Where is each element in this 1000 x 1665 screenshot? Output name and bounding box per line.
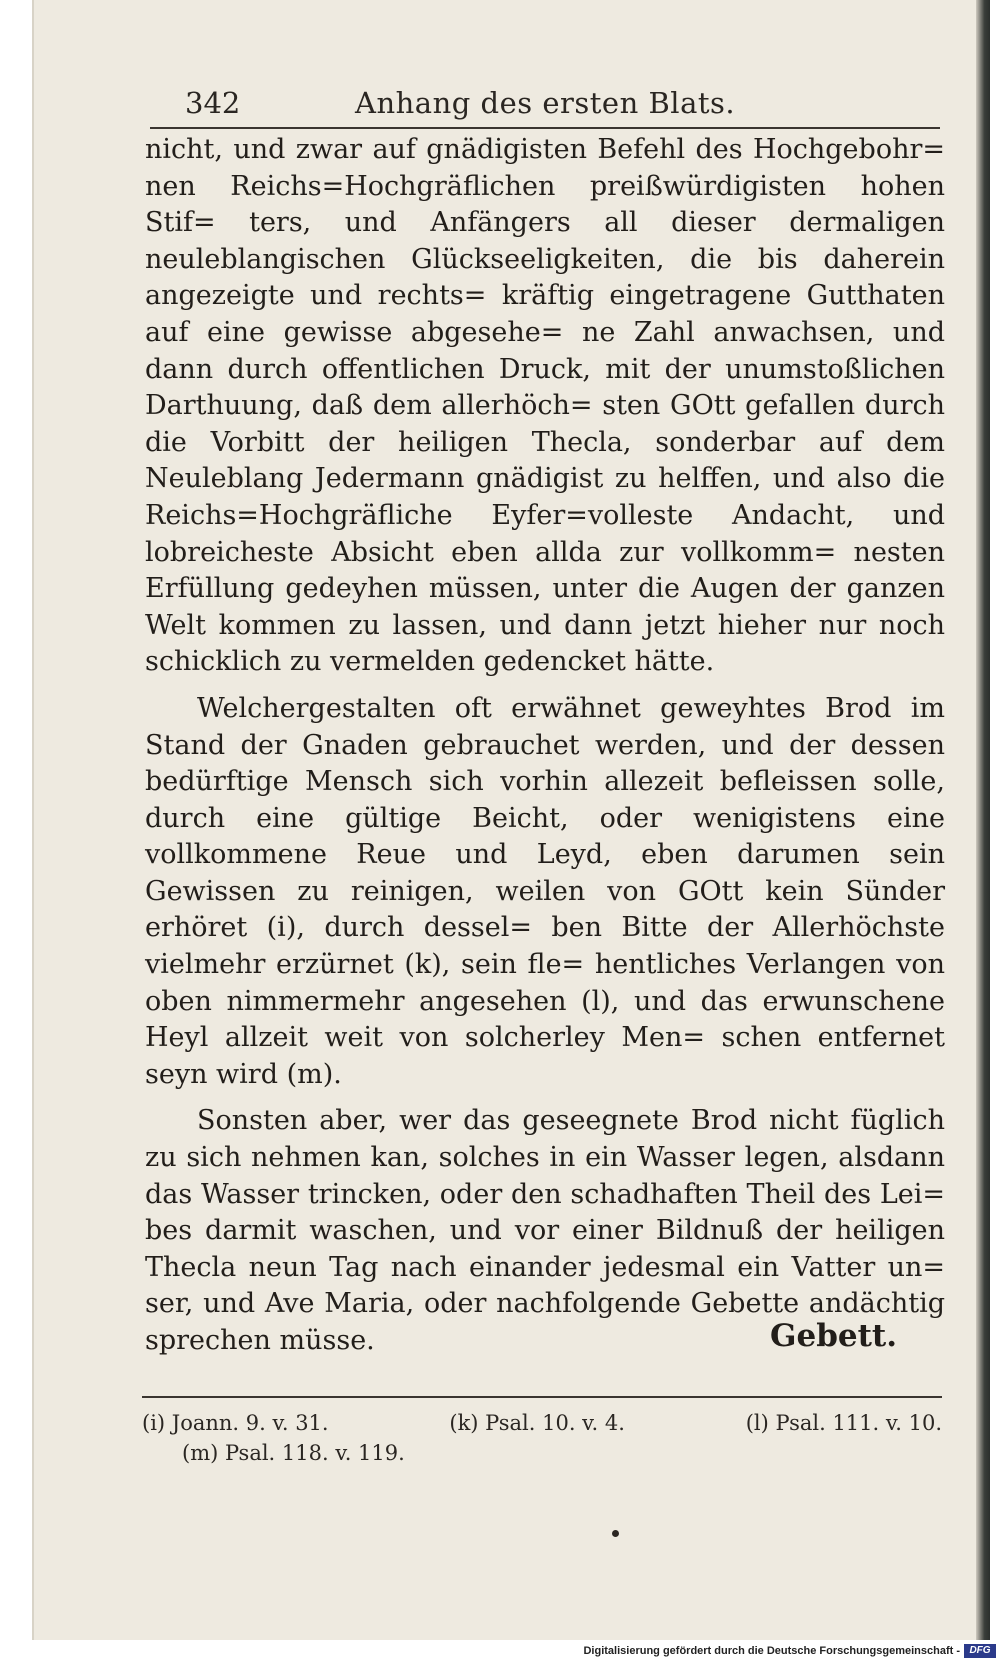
section-heading: Gebett. xyxy=(770,1318,898,1354)
footnote-line xyxy=(142,1438,942,1468)
footnote-i: (i) Joann. 9. v. 31. xyxy=(142,1411,329,1435)
footnotes xyxy=(142,1408,942,1468)
page-number: 342 xyxy=(185,86,241,120)
running-title: Anhang des ersten Blats. xyxy=(355,86,736,120)
header-rule xyxy=(150,127,940,129)
footnote-k: (k) Psal. 10. v. 4. xyxy=(449,1411,625,1435)
digitization-credit: Digitalisierung gefördert durch die Deutsche Forschungsgemeinschaft - xyxy=(583,1645,960,1657)
paragraph-continuation: nicht, und zwar auf gnädigisten Befehl des Hochgebohr= nen Reichs=Hochgräflichen preißwürdigisten hohen Stif= ters, und Anfängers all dieser dermaligen neuleblangischen Glückseeligkeiten, die bis daherein angezeigte und rechts= kräftig eingetragene Gutthaten auf eine gewisse abgesehe= ne Zahl anwachsen, und dann durch offentlichen Druck, mit der unumstoßlichen Darthuung, daß dem allerhöch= sten GOtt gefallen durch die Vorbitt der heiligen Thecla, sonderbar auf dem Neuleblang Jedermann gnädigist zu helffen, und also die Reichs=Hochgräfliche Eyfer=volleste Andacht, und lobreicheste Absicht eben allda zur vollkomm= nesten Erfüllung gedeyhen müssen, unter die Augen der ganzen Welt kommen zu lassen, und dann jetzt hieher nur noch schicklich zu vermelden gedencket hätte. xyxy=(145,134,945,678)
dfg-logo: DFG xyxy=(964,1644,996,1658)
paragraph-bread-usage: Welchergestalten oft erwähnet geweyhtes Brod im Stand der Gnaden gebrauchet werden, und der dessen bedürftige Mensch sich vorhin allezeit befleissen solle, durch eine gültige Beicht, oder wenigistens eine vollkommene Reue und Leyd, eben darumen sein Gewissen zu reinigen, weilen von GOtt kein Sünder erhöret (i), durch dessel= ben Bitte der Allerhöchste vielmehr erzürnet (k), sein fle= hentliches Verlangen von oben nimmermehr angesehen (l), und das erwunschene Heyl allzeit weit von solcherley Men= schen entfernet seyn wird (m). xyxy=(145,692,945,1090)
footnote-rule xyxy=(142,1396,942,1398)
footnote-line xyxy=(142,1408,942,1438)
page-header xyxy=(155,80,945,124)
page-edge-shadow xyxy=(976,0,990,1640)
body-text xyxy=(145,132,945,1370)
paragraph-water-usage: Sonsten aber, wer das geseegnete Brod nicht füglich zu sich nehmen kan, solches in ein Wasser legen, alsdann das Wasser trincken, oder den schadhaften Theil des Lei= bes darmit waschen, und vor einer Bildnuß der heiligen Thecla neun Tag nach einander jedesmal ein Vatter un= ser, und Ave Maria, oder nachfolgende Gebette andächtig sprechen müsse. xyxy=(145,1105,945,1356)
ink-dot xyxy=(612,1530,619,1537)
footnote-l: (l) Psal. 111. v. 10. xyxy=(745,1411,942,1435)
footnote-m: (m) Psal. 118. v. 119. xyxy=(182,1441,405,1465)
